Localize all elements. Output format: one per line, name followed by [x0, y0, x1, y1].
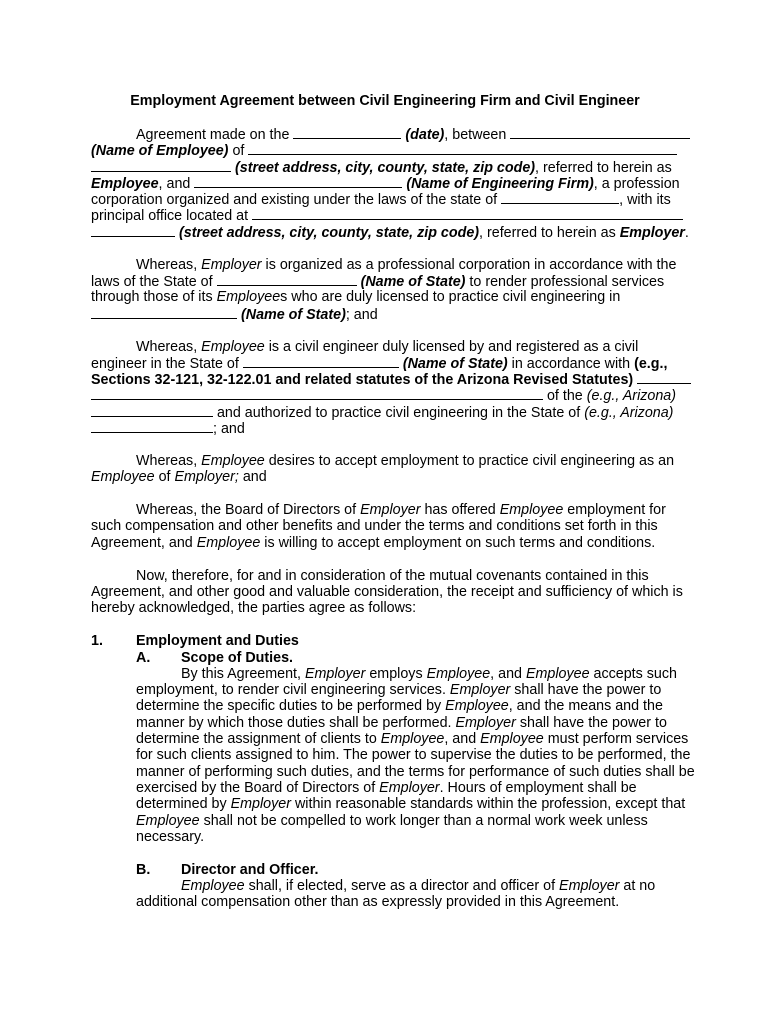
p1-line-4: Employee, and (Name of Engineering Firm), a profession — [91, 176, 680, 192]
p1-line-2: (Name of Employee) of — [91, 142, 677, 159]
p6-line-1: Now, therefore, for and in consideration of the mutual covenants contained in this — [136, 568, 649, 584]
s1a-line-2: employment, to render civil engineering services. Employer shall have the power to — [136, 682, 662, 698]
section-1a-letter: A. — [136, 650, 151, 666]
section-1-number: 1. — [91, 633, 103, 649]
p3-line-3: Sections 32-121, 32-122.01 and related statutes of the Arizona Revised Statutes) — [91, 371, 691, 388]
p6-line-3: hereby acknowledged, the parties agree as follows: — [91, 600, 417, 616]
p1-line-6: principal office located at — [91, 207, 683, 224]
section-1-heading: Employment and Duties — [136, 633, 299, 649]
s1a-line-5: determine the assignment of clients to Employee, and Employee must perform services — [136, 731, 689, 747]
s1a-line-3: determine the specific duties to be performed by Employee, and the means and the — [136, 698, 663, 714]
s1a-line-8: exercised by the Board of Directors of Employer. Hours of employment shall be — [136, 780, 637, 796]
s1a-line-7: manner of performing such duties, and the terms for performance of such duties shall be — [136, 764, 695, 780]
s1a-line-1: By this Agreement, Employer employs Employee, and Employee accepts such — [181, 666, 677, 682]
section-1a-heading: Scope of Duties. — [181, 650, 294, 666]
s1a-line-4: manner by which those duties shall be performed. Employer shall have the power to — [136, 715, 667, 731]
p3-line-4: of the (e.g., Arizona) — [91, 387, 676, 404]
section-1b-heading: Director and Officer. — [181, 862, 319, 878]
p5-line-1: Whereas, the Board of Directors of Employer has offered Employee employment for — [136, 502, 666, 518]
s1a-line-10: Employee shall not be compelled to work longer than a normal work week unless — [136, 813, 648, 829]
p5-line-2: such compensation and other benefits and under the terms and conditions set forth in this — [91, 518, 658, 534]
p5-line-3: Agreement, and Employee is willing to accept employment on such terms and conditions. — [91, 535, 656, 551]
p2-line-4: (Name of State); and — [91, 306, 378, 323]
s1a-line-11: necessary. — [136, 829, 205, 845]
s1a-line-9: determined by Employer within reasonable standards within the profession, except that — [136, 796, 686, 812]
p3-line-2: engineer in the State of (Name of State) in accordance with (e.g., — [91, 356, 668, 372]
section-1b-letter: B. — [136, 862, 151, 878]
p1-line-1: Agreement made on the (date), between — [136, 126, 690, 143]
p3-line-6: ; and — [91, 420, 245, 437]
p2-line-2: laws of the State of (Name of State) to render professional services — [91, 274, 665, 290]
p3-line-1: Whereas, Employee is a civil engineer duly licensed by and registered as a civil — [136, 339, 639, 355]
page-title: Employment Agreement between Civil Engineering Firm and Civil Engineer — [130, 93, 640, 109]
p6-line-2: Agreement, and other good and valuable consideration, the receipt and sufficiency of which is — [91, 584, 683, 600]
s1b-line-1: Employee shall, if elected, serve as a director and officer of Employer at no — [181, 878, 656, 894]
s1a-line-6: for such clients assigned to him. The power to supervise the duties to be performed, the — [136, 747, 691, 763]
p1-line-7: (street address, city, county, state, zip code), referred to herein as Employer. — [91, 224, 689, 241]
p4-line-1: Whereas, Employee desires to accept employment to practice civil engineering as an — [136, 453, 675, 469]
s1b-line-2: additional compensation other than as expressly provided in this Agreement. — [136, 894, 620, 910]
p2-line-1: Whereas, Employer is organized as a professional corporation in accordance with the — [136, 257, 677, 273]
p2-line-3: through those of its Employees who are duly licensed to practice civil engineering in — [91, 289, 621, 305]
p3-line-5: and authorized to practice civil engineering in the State of (e.g., Arizona) — [91, 404, 673, 421]
p4-line-2: Employee of Employer; and — [91, 469, 267, 485]
p1-line-5: corporation organized and existing under the laws of the state of , with its — [91, 192, 671, 208]
p1-line-3: (street address, city, county, state, zip code), referred to herein as — [91, 159, 672, 176]
